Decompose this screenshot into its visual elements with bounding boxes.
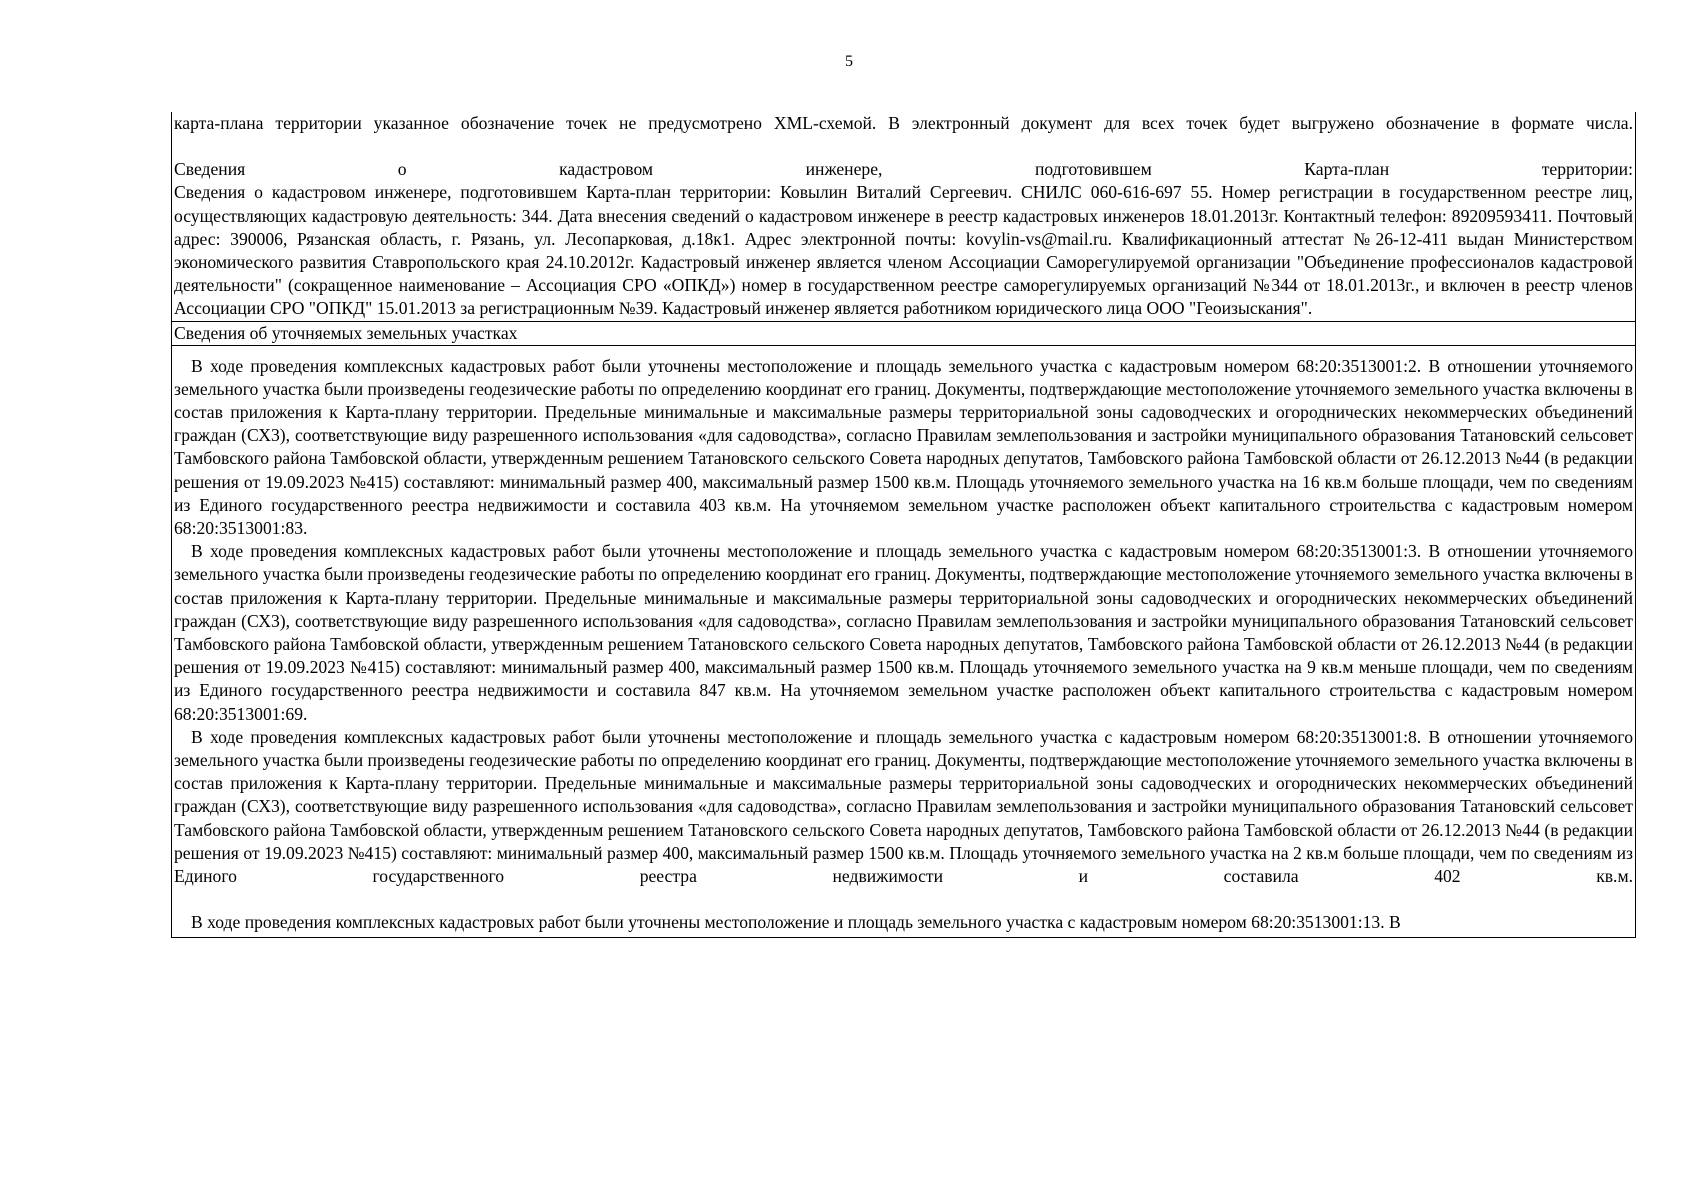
engineer-details: Сведения о кадастровом инженере, подготовившем Карта-план территории: Ковылин Виталий Сергеевич. СНИЛС 060-616-697 55. Номер регистрации в государственном реестре лиц, осуществляющих кадастровую деятельность: 344. Дата внесения сведений о кадастровом инженере в реестр кадастровых инженеров 18.01.2013г. Контактный телефон: 89209593411. Почтовый адрес: 390006, Рязанская область, г. Рязань, ул. Лесопарковая, д.18к1. Адрес электронной почты: kovylin-vs@mail.ru. Квалификационный аттестат №26-12-411 выдан Министерством экономического развития Ставропольского края 24.10.2012г. Кадастровый инженер является членом Ассоциации Саморегулируемой организации "Объединение профессионалов кадастровой деятельности" (сокращенное наименование – Ассоциация СРО «ОПКД») номер в государственном реестре саморегулируемых организаций №344 от 18.01.2013г., и включен в реестр членов Ассоциации СРО "ОПКД" 15.01.2013 за регистрационным №39. Кадастровый инженер является работником юридического лица ООО "Геоизыскания". — [174, 182, 1633, 319]
parcel-paragraph: В ходе проведения комплексных кадастровых работ были уточнены местоположение и площадь земельного участка с кадастровым номером 68:20:3513001:3. В отношении уточняемого земельного участка были произведены геодезические работы по определению координат его границ. Документы, подтверждающие местоположение уточняемого земельного участка включены в состав приложения к Карта-плану территории. Предельные минимальные и максимальные размеры территориальной зоны садоводческих и огороднических некоммерческих объединений граждан (СХ3), соответствующие виду разрешенного использования «для садоводства», согласно Правилам землепользования и застройки муниципального образования Татановский сельсовет Тамбовского района Тамбовской области, утвержденным решением Татановского сельского Совета народных депутатов, Тамбовского района Тамбовской области от 26.12.2013 №44 (в редакции решения от 19.09.2023 №415) составляют: минимальный размер 400, максимальный размер 1500 кв.м. Площадь уточняемого земельного участка на 9 кв.м меньше площади, чем по сведениям из Единого государственного реестра недвижимости и составила 847 кв.м. На уточняемом земельном участке расположен объект капитального строительства с кадастровым номером 68:20:3513001:69. — [174, 541, 1633, 724]
intro-paragraph: карта-плана территории указанное обозначение точек не предусмотрено XML-схемой. В электронный документ для всех точек будет выгружено обозначение в формате числа. — [174, 113, 1633, 133]
engineer-heading: Сведения о кадастровом инженере, подготовившем Карта-план территории: — [174, 159, 1633, 180]
parcel-paragraph: В ходе проведения комплексных кадастровых работ были уточнены местоположение и площадь земельного участка с кадастровым номером 68:20:3513001:8. В отношении уточняемого земельного участка были произведены геодезические работы по определению координат его границ. Документы, подтверждающие местоположение уточняемого земельного участка включены в состав приложения к Карта-плану территории. Предельные минимальные и максимальные размеры территориальной зоны садоводческих и огороднических некоммерческих объединений граждан (СХ3), соответствующие виду разрешенного использования «для садоводства», согласно Правилам землепользования и застройки муниципального образования Татановский сельсовет Тамбовского района Тамбовской области, утвержденным решением Татановского сельского Совета народных депутатов, Тамбовского района Тамбовской области от 26.12.2013 №44 (в редакции решения от 19.09.2023 №415) составляют: минимальный размер 400, максимальный размер 1500 кв.м. Площадь уточняемого земельного участка на 2 кв.м больше площади, чем по сведениям из Единого государственного реестра недвижимости и составила 402 кв.м. — [174, 726, 1633, 887]
parcel-paragraph: В ходе проведения комплексных кадастровых работ были уточнены местоположение и площадь земельного участка с кадастровым номером 68:20:3513001:2. В отношении уточняемого земельного участка были произведены геодезические работы по определению координат его границ. Документы, подтверждающие местоположение уточняемого земельного участка включены в состав приложения к Карта-плану территории. Предельные минимальные и максимальные размеры территориальной зоны садоводческих и огороднических некоммерческих объединений граждан (СХ3), соответствующие виду разрешенного использования «для садоводства», согласно Правилам землепользования и застройки муниципального образования Татановский сельсовет Тамбовского района Тамбовской области, утвержденным решением Татановского сельского Совета народных депутатов, Тамбовского района Тамбовской области от 26.12.2013 №44 (в редакции решения от 19.09.2023 №415) составляют: минимальный размер 400, максимальный размер 1500 кв.м. Площадь уточняемого земельного участка на 16 кв.м больше площади, чем по сведениям из Единого государственного реестра недвижимости и составила 403 кв.м. На уточняемом земельном участке расположен объект капитального строительства с кадастровым номером 68:20:3513001:83. — [174, 355, 1633, 539]
parcels-cell — [172, 346, 1635, 937]
intro-cell — [172, 112, 1635, 321]
section-title: Сведения об уточняемых земельных участках — [172, 321, 1635, 346]
page-number: 5 — [845, 53, 853, 70]
spacer — [174, 135, 1633, 158]
parcel-paragraph-continued: В ходе проведения комплексных кадастровых работ были уточнены местоположение и площадь земельного участка с кадастровым номером 68:20:3513001:13. В — [191, 912, 1401, 933]
document-table — [171, 112, 1636, 938]
